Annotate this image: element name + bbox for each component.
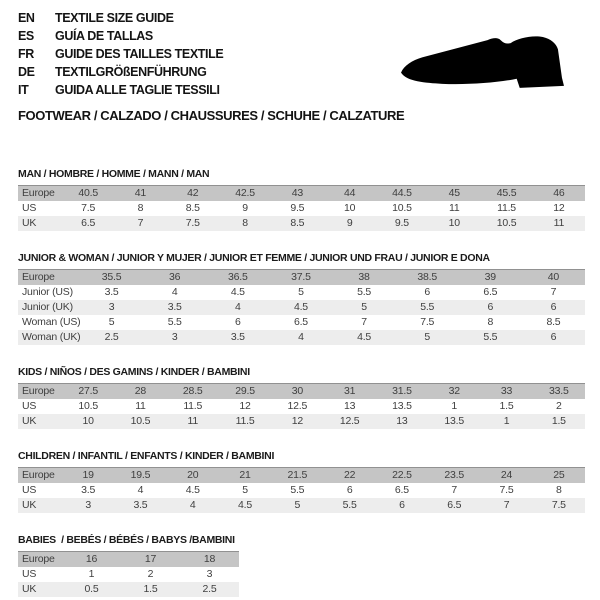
size-value-cell: 45.5: [480, 186, 532, 202]
size-value-cell: 3.5: [81, 484, 96, 496]
size-value-cell: 3: [80, 300, 143, 315]
size-value-cell: 5.5: [357, 286, 372, 298]
size-value-cell: 9.5: [376, 216, 428, 231]
size-value-cell: 13.5: [392, 400, 412, 412]
size-value-cell: 39: [459, 270, 522, 286]
size-value-cell: 19.5: [114, 468, 166, 484]
size-value-cell: 38.5: [396, 270, 459, 286]
size-value-cell: 6: [459, 300, 522, 315]
size-value-cell: 8.5: [185, 202, 200, 214]
size-row: [18, 384, 585, 400]
size-value-cell: 33: [480, 384, 532, 400]
size-row: [18, 270, 585, 286]
row-label: US: [22, 568, 37, 580]
size-value-cell: 6.5: [394, 484, 409, 496]
size-value-cell: 12: [239, 400, 251, 412]
size-value-cell: 5.5: [396, 300, 459, 315]
size-value-cell: 4: [137, 484, 144, 496]
size-value-cell: 42.5: [219, 186, 271, 202]
size-value-cell: 3.5: [114, 498, 166, 513]
size-value-cell: 45: [428, 186, 480, 202]
size-table-section: [18, 366, 585, 429]
size-value-cell: 24: [480, 468, 532, 484]
size-table: [18, 185, 585, 231]
size-table-section: [18, 252, 585, 345]
size-value-cell: 6: [424, 286, 430, 298]
row-label: US: [22, 400, 37, 412]
table-title: CHILDREN / INFANTIL / ENFANTS / KINDER / BAMBINI: [18, 450, 275, 462]
size-value-cell: 2: [147, 568, 154, 580]
size-value-cell: 4.5: [185, 484, 200, 496]
size-row: [18, 399, 585, 414]
size-row: [18, 582, 239, 597]
language-code: FR: [18, 47, 34, 61]
size-row: [18, 315, 585, 330]
size-value-cell: 37.5: [269, 270, 332, 286]
size-value-cell: 12: [553, 202, 565, 214]
size-value-cell: 41: [114, 186, 166, 202]
row-label: Europe: [18, 270, 80, 286]
size-row: [18, 201, 585, 216]
size-value-cell: 3.5: [104, 286, 119, 298]
size-value-cell: 10: [343, 202, 356, 214]
row-label: Woman (US): [22, 316, 80, 328]
row-label: Europe: [18, 468, 62, 484]
size-value-cell: 7: [480, 498, 532, 513]
size-value-cell: 4: [167, 498, 219, 513]
size-value-cell: 7.5: [81, 202, 96, 214]
size-value-cell: 11: [135, 400, 146, 412]
size-value-cell: 12.5: [323, 414, 375, 429]
size-value-cell: 12.5: [287, 400, 308, 412]
size-value-cell: 5.5: [167, 316, 182, 328]
size-table-section: [18, 450, 585, 513]
shoe-silhouette: [397, 35, 570, 94]
size-value-cell: 1.5: [121, 582, 180, 597]
size-value-cell: 9.5: [290, 202, 305, 214]
size-value-cell: 6.5: [293, 316, 308, 328]
size-value-cell: 6: [522, 330, 585, 345]
size-value-cell: 3.5: [206, 330, 269, 345]
size-value-cell: 10.5: [114, 414, 166, 429]
size-value-cell: 43: [271, 186, 323, 202]
row-label: Junior (UK): [18, 300, 80, 315]
size-value-cell: 4.5: [269, 300, 332, 315]
size-value-cell: 5: [396, 330, 459, 345]
size-value-cell: 5: [108, 316, 115, 328]
size-value-cell: 40.5: [62, 186, 114, 202]
size-table-section: [18, 168, 585, 231]
size-value-cell: 44.5: [376, 186, 428, 202]
size-value-cell: 44: [323, 186, 375, 202]
size-value-cell: 20: [167, 468, 219, 484]
size-value-cell: 8.5: [546, 316, 561, 328]
size-value-cell: 10: [62, 414, 114, 429]
size-value-cell: 6.5: [62, 216, 114, 231]
size-row: [18, 414, 585, 429]
size-value-cell: 4: [171, 286, 178, 298]
size-value-cell: 1: [451, 400, 458, 412]
size-value-cell: 22: [323, 468, 375, 484]
size-value-cell: 1.5: [499, 400, 514, 412]
size-value-cell: 4.5: [333, 330, 396, 345]
size-value-cell: 46: [533, 186, 585, 202]
language-code: IT: [18, 83, 29, 97]
size-value-cell: 8: [487, 316, 494, 328]
size-table: [18, 269, 585, 345]
size-value-cell: 16: [62, 552, 121, 568]
row-label: Europe: [18, 384, 62, 400]
size-value-cell: 27.5: [62, 384, 114, 400]
size-value-cell: 1: [88, 568, 95, 580]
size-value-cell: 3: [143, 330, 206, 345]
size-value-cell: 28.5: [167, 384, 219, 400]
table-title: KIDS / NIÑOS / DES GAMINS / KINDER / BAMBINI: [18, 366, 250, 378]
size-value-cell: 40: [522, 270, 585, 286]
size-value-cell: 10.5: [480, 216, 532, 231]
size-value-cell: 28: [114, 384, 166, 400]
size-value-cell: 10: [428, 216, 480, 231]
size-value-cell: 1.5: [533, 414, 585, 429]
size-row: [18, 300, 585, 315]
size-value-cell: 23.5: [428, 468, 480, 484]
size-value-cell: 22.5: [376, 468, 428, 484]
size-value-cell: 11.5: [497, 202, 516, 214]
size-value-cell: 7.5: [499, 484, 514, 496]
size-value-cell: 6.5: [483, 286, 498, 298]
size-value-cell: 21.5: [271, 468, 323, 484]
size-row: [18, 330, 585, 345]
shoe-icon: [397, 35, 570, 94]
size-value-cell: 1: [480, 414, 532, 429]
size-value-cell: 4.5: [219, 498, 271, 513]
language-code: DE: [18, 65, 35, 79]
size-row: [18, 567, 239, 582]
size-value-cell: 2.5: [80, 330, 143, 345]
size-value-cell: 5: [271, 498, 323, 513]
size-value-cell: 35.5: [80, 270, 143, 286]
size-value-cell: 3: [62, 498, 114, 513]
table-title: MAN / HOMBRE / HOMME / MANN / MAN: [18, 168, 210, 180]
language-code: EN: [18, 11, 35, 25]
size-value-cell: 5: [298, 286, 304, 298]
size-table: [18, 467, 585, 513]
size-value-cell: 9: [242, 202, 248, 214]
size-value-cell: 38: [333, 270, 396, 286]
size-value-cell: 7: [451, 484, 458, 496]
language-code: ES: [18, 29, 34, 43]
size-value-cell: 6.5: [428, 498, 480, 513]
size-table: [18, 383, 585, 429]
size-row: [18, 216, 585, 231]
language-label: TEXTILE SIZE GUIDE: [55, 11, 174, 25]
size-value-cell: 31.5: [376, 384, 428, 400]
size-row: [18, 285, 585, 300]
language-label: GUÍA DE TALLAS: [55, 29, 153, 43]
size-value-cell: 5: [333, 300, 396, 315]
size-value-cell: 11.5: [183, 400, 203, 412]
size-value-cell: 4.5: [230, 286, 245, 298]
size-value-cell: 33.5: [533, 384, 585, 400]
size-table-section: [18, 534, 585, 597]
size-value-cell: 13: [343, 400, 356, 412]
size-row: [18, 498, 585, 513]
row-label: UK: [18, 582, 62, 597]
size-value-cell: 42: [167, 186, 219, 202]
size-value-cell: 7: [361, 316, 367, 328]
size-value-cell: 5.5: [290, 484, 305, 496]
size-value-cell: 4: [206, 300, 269, 315]
size-value-cell: 29.5: [219, 384, 271, 400]
size-value-cell: 4: [269, 330, 332, 345]
size-value-cell: 9: [323, 216, 375, 231]
size-value-cell: 25: [533, 468, 585, 484]
language-label: GUIDE DES TAILLES TEXTILE: [55, 47, 224, 61]
size-value-cell: 12: [271, 414, 323, 429]
size-table: [18, 551, 239, 597]
table-title: JUNIOR & WOMAN / JUNIOR Y MUJER / JUNIOR ET FEMME / JUNIOR UND FRAU / JUNIOR E DONA: [18, 252, 490, 264]
row-label: US: [22, 202, 37, 214]
row-label: Europe: [18, 552, 62, 568]
size-value-cell: 36.5: [206, 270, 269, 286]
size-value-cell: 5: [242, 484, 248, 496]
size-value-cell: 6: [234, 316, 241, 328]
size-value-cell: 7: [550, 286, 557, 298]
size-row: [18, 483, 585, 498]
size-tables: [18, 168, 585, 597]
size-value-cell: 10.5: [392, 202, 412, 214]
size-value-cell: 11: [533, 216, 585, 231]
size-value-cell: 2: [556, 400, 562, 412]
size-value-cell: 13: [376, 414, 428, 429]
size-value-cell: 32: [428, 384, 480, 400]
category-heading: FOOTWEAR / CALZADO / CHAUSSURES / SCHUHE / CALZATURE: [18, 108, 405, 123]
size-value-cell: 31: [323, 384, 375, 400]
size-value-cell: 2.5: [180, 582, 239, 597]
size-value-cell: 17: [121, 552, 180, 568]
size-value-cell: 11: [167, 414, 219, 429]
row-label: Junior (US): [22, 286, 73, 298]
size-value-cell: 11: [448, 202, 460, 214]
size-value-cell: 7: [114, 216, 166, 231]
language-label: GUIDA ALLE TAGLIE TESSILI: [55, 83, 220, 97]
table-title: BABIES / BEBÉS / BÉBÉS / BABYS /BAMBINI: [18, 534, 235, 546]
size-value-cell: 13.5: [428, 414, 480, 429]
language-label: TEXTILGRÖßENFÜHRUNG: [55, 65, 207, 79]
row-label: UK: [18, 216, 62, 231]
size-value-cell: 6: [346, 484, 353, 496]
size-value-cell: 8.5: [271, 216, 323, 231]
size-value-cell: 7.5: [533, 498, 585, 513]
size-row: [18, 186, 585, 202]
size-value-cell: 36: [143, 270, 206, 286]
row-label: Europe: [18, 186, 62, 202]
size-row: [18, 468, 585, 484]
size-value-cell: 10.5: [78, 400, 98, 412]
language-row: [18, 9, 585, 27]
size-value-cell: 30: [271, 384, 323, 400]
size-value-cell: 3.5: [143, 300, 206, 315]
size-value-cell: 5.5: [459, 330, 522, 345]
size-value-cell: 7.5: [167, 216, 219, 231]
size-value-cell: 8: [137, 202, 144, 214]
row-label: UK: [18, 414, 62, 429]
size-value-cell: 6: [376, 498, 428, 513]
size-value-cell: 11.5: [219, 414, 271, 429]
size-value-cell: 21: [219, 468, 271, 484]
size-value-cell: 18: [180, 552, 239, 568]
row-label: Woman (UK): [18, 330, 80, 345]
size-value-cell: 6: [522, 300, 585, 315]
size-value-cell: 7.5: [420, 316, 435, 328]
size-value-cell: 8: [219, 216, 271, 231]
size-row: [18, 552, 239, 568]
size-value-cell: 19: [62, 468, 114, 484]
row-label: UK: [18, 498, 62, 513]
row-label: US: [22, 484, 37, 496]
size-value-cell: 3: [206, 568, 213, 580]
size-value-cell: 5.5: [323, 498, 375, 513]
size-value-cell: 0.5: [62, 582, 121, 597]
size-value-cell: 8: [556, 484, 562, 496]
